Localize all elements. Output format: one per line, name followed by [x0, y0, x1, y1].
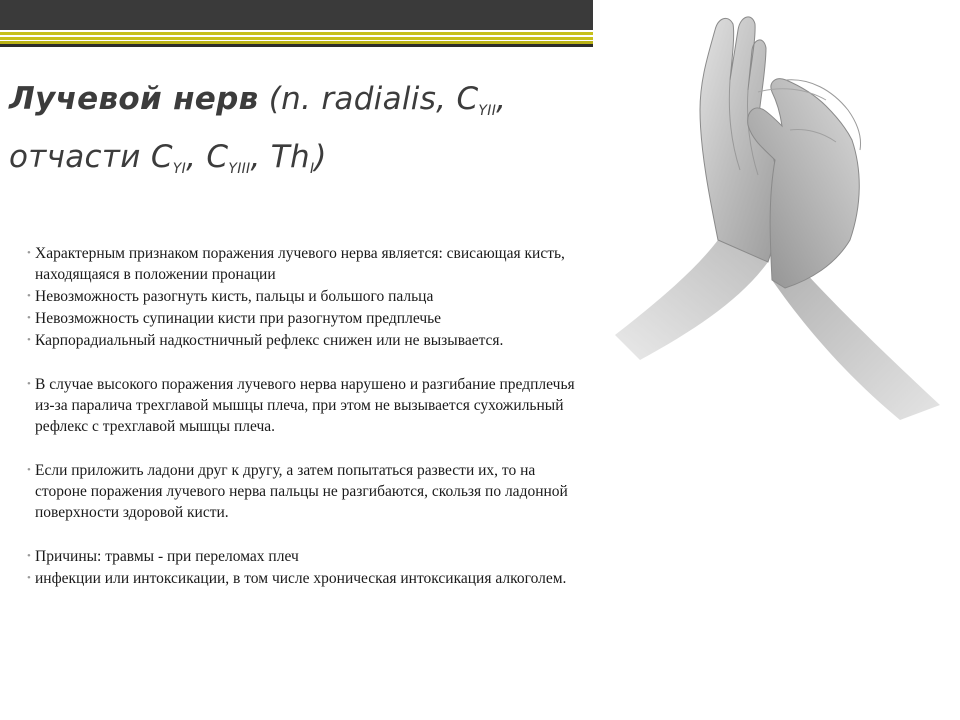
header-divider: [0, 44, 593, 47]
list-item-text: инфекции или интоксикации, в том числе хроническая интоксикация алкоголем.: [35, 570, 567, 587]
list-item-text: Если приложить ладони друг к другу, а затем попытаться развести их, то на стороне поражения лучевого нерва пальцы не разгибаются, скользя по ладонной поверхности здоровой кисти.: [35, 462, 568, 521]
list-item-text: Причины: травмы - при переломах плеч: [35, 548, 299, 565]
list-item: [27, 568, 587, 589]
title-subscript: YII: [478, 103, 497, 119]
bullet-marker: •: [27, 290, 31, 302]
right-hand: [748, 79, 940, 420]
title-subscript: YIII: [228, 161, 251, 177]
bullet-marker: •: [27, 550, 31, 562]
bullet-list: [27, 243, 587, 590]
spacer: [27, 438, 587, 460]
hands-illustration: [600, 0, 960, 430]
title-comma: ,: [496, 81, 507, 117]
title-subscript: I: [309, 161, 315, 177]
left-hand: [615, 17, 778, 360]
list-item-text: Невозможность разогнуть кисть, пальцы и большого пальца: [35, 288, 434, 305]
list-item: [27, 243, 587, 285]
bullet-marker: •: [27, 247, 31, 259]
title-close: ): [314, 139, 327, 175]
list-item: [27, 460, 587, 523]
title-main: Лучевой нерв: [9, 81, 259, 117]
title-subscript: YI: [172, 161, 187, 177]
title-line2: отчасти C: [9, 139, 173, 175]
header-accent-stripe: [0, 30, 593, 44]
title-segment: , C: [186, 139, 229, 175]
bullet-marker: •: [27, 312, 31, 324]
bullet-marker: •: [27, 334, 31, 346]
list-item-text: Карпорадиальный надкостничный рефлекс снижен или не вызывается.: [35, 332, 504, 349]
bullet-marker: •: [27, 572, 31, 584]
list-item-text: В случае высокого поражения лучевого нерва нарушено и разгибание предплечья из-за паралича трехглавой мышцы плеча, при этом не вызывается сухожильный рефлекс с трехглавой мышцы плеча.: [35, 376, 575, 435]
list-item-text: Характерным признаком поражения лучевого нерва является: свисающая кисть, находящаяся в положении пронации: [35, 245, 565, 283]
title-latin: (n. radialis, C: [258, 81, 479, 117]
spacer: [27, 524, 587, 546]
list-item: [27, 330, 587, 351]
list-item: [27, 308, 587, 329]
spacer: [27, 352, 587, 374]
list-item: [27, 374, 587, 437]
slide-title: [9, 76, 599, 192]
title-segment: , Th: [250, 139, 310, 175]
bullet-marker: •: [27, 464, 31, 476]
bullet-marker: •: [27, 378, 31, 390]
list-item-text: Невозможность супинации кисти при разогнутом предплечье: [35, 310, 442, 327]
list-item: [27, 286, 587, 307]
list-item: [27, 546, 587, 567]
header-dark-bar: [0, 0, 593, 30]
